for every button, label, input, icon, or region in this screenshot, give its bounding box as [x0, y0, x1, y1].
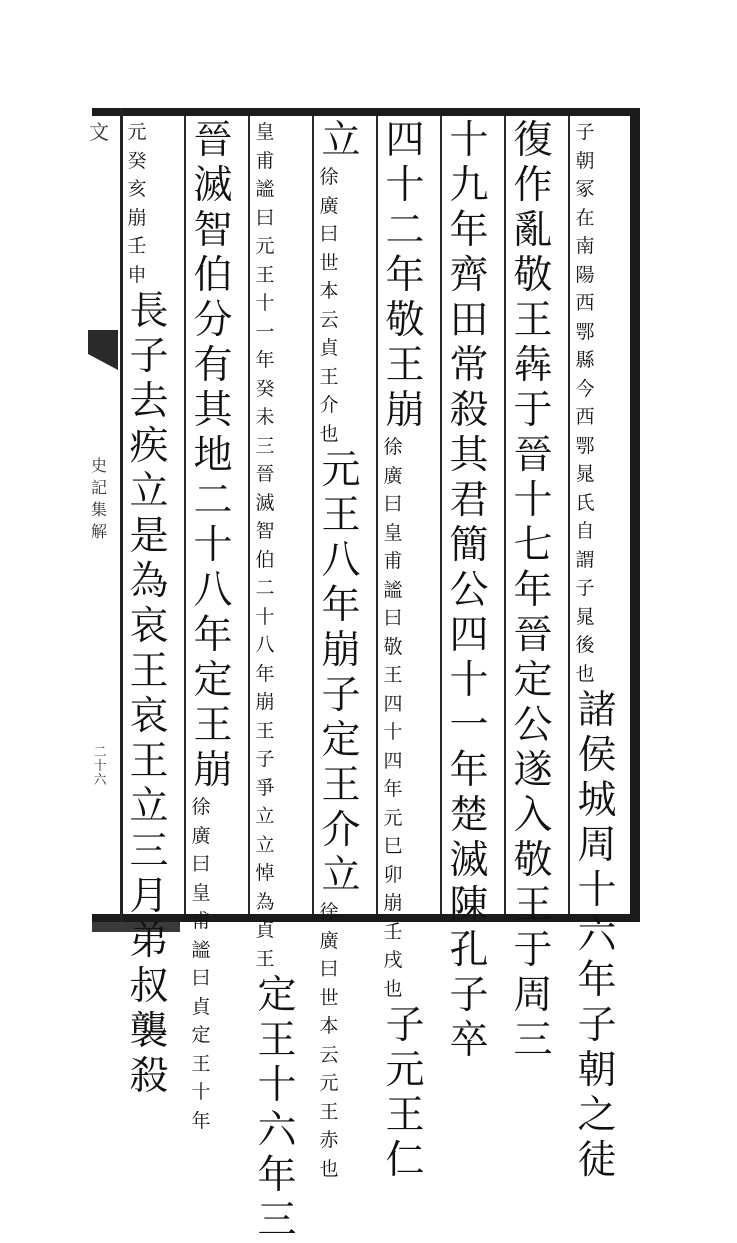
annotation-char: 廣 [319, 194, 339, 217]
annotation-char: 子 [575, 121, 595, 143]
annotation-char: 氏 [575, 491, 595, 514]
annotation-char: 元 [127, 121, 147, 143]
annotation-char: 云 [319, 308, 339, 331]
annotation-char: 未 [255, 406, 275, 428]
main-char: 年 [257, 1153, 297, 1198]
annotation-line [254, 546, 310, 974]
main-char: 十 [577, 868, 617, 913]
main-char: 三 [513, 1018, 553, 1063]
annotation-line [254, 118, 310, 546]
main-char: 子 [385, 1003, 425, 1048]
annotation-char: 冢 [575, 178, 595, 200]
annotation-char: 陽 [575, 263, 595, 286]
main-char: 亂 [513, 208, 553, 253]
text-column [126, 118, 182, 1099]
main-char: 有 [193, 343, 233, 388]
margin-page-number [86, 746, 114, 788]
main-char: 仁 [385, 1138, 425, 1183]
main-char: 一 [449, 703, 489, 748]
main-text [446, 118, 502, 1063]
main-char: 分 [193, 298, 233, 343]
annotation-char: 徐 [319, 901, 339, 923]
main-text [510, 118, 566, 1063]
main-char: 叔 [129, 964, 169, 1009]
main-char: 哀 [129, 604, 169, 649]
main-char: 簡 [449, 523, 489, 568]
annotation-line [190, 793, 246, 964]
column-rule [312, 116, 314, 914]
annotation-char: 甫 [191, 910, 211, 932]
annotation-char: 立 [255, 805, 275, 827]
annotation [254, 118, 310, 973]
main-char: 地 [193, 433, 233, 478]
main-char: 智 [193, 208, 233, 253]
annotation-char: 曰 [191, 967, 211, 989]
main-text [574, 688, 630, 1183]
main-char: 四 [449, 613, 489, 658]
annotation-char: 年 [255, 349, 275, 371]
annotation-char: 本 [319, 1015, 339, 1037]
main-char: 疾 [129, 424, 169, 469]
main-char: 八 [193, 568, 233, 613]
main-char: 復 [513, 118, 553, 163]
main-char: 是 [129, 514, 169, 559]
column-rule [568, 116, 570, 914]
annotation-char: 徐 [319, 166, 339, 188]
main-char: 十 [449, 118, 489, 163]
main-char: 立 [321, 853, 361, 898]
text-column [446, 118, 502, 1063]
main-char: 孔 [449, 928, 489, 973]
margin-book-title [88, 455, 110, 543]
annotation-char: 敬 [383, 635, 403, 658]
main-char: 之 [577, 1093, 617, 1138]
main-char: 王 [321, 763, 361, 808]
column-rule [504, 116, 506, 914]
annotation-char: 王 [255, 947, 275, 970]
annotation-line [382, 433, 438, 718]
main-char: 于 [513, 928, 553, 973]
annotation-char: 曰 [191, 853, 211, 875]
main-char: 子 [129, 334, 169, 379]
main-char: 元 [321, 448, 361, 493]
main-char: 年 [193, 613, 233, 658]
main-char: 王 [193, 703, 233, 748]
main-char: 諸 [577, 688, 617, 733]
main-char: 三 [257, 1198, 297, 1243]
annotation [574, 118, 630, 688]
main-char: 年 [321, 583, 361, 628]
annotation-char: 元 [319, 1072, 339, 1094]
main-char: 晉 [193, 118, 233, 163]
annotation [126, 118, 182, 289]
main-char: 王 [385, 343, 425, 388]
main-char: 公 [513, 703, 553, 748]
main-char: 滅 [449, 838, 489, 883]
main-char: 犇 [513, 343, 553, 388]
annotation-char: 皇 [255, 121, 275, 143]
annotation-char: 今 [575, 377, 595, 400]
annotation-char: 西 [575, 406, 595, 428]
main-char: 十 [449, 658, 489, 703]
annotation [318, 163, 374, 448]
main-char: 周 [577, 823, 617, 868]
main-char: 常 [449, 343, 489, 388]
annotation-char: 為 [255, 890, 275, 913]
main-char: 哀 [129, 694, 169, 739]
frame-top-border [92, 108, 640, 116]
annotation-char: 爭 [255, 776, 275, 799]
annotation-char: 十 [255, 605, 275, 628]
main-char: 九 [449, 163, 489, 208]
annotation-char: 貞 [255, 919, 275, 941]
main-char: 十 [257, 1063, 297, 1108]
main-char: 十 [193, 523, 233, 568]
main-text [318, 448, 374, 898]
annotation-line [190, 964, 246, 1135]
annotation [382, 433, 438, 1003]
annotation-char: 癸 [127, 149, 147, 172]
annotation-char: 介 [319, 394, 339, 416]
annotation-char: 年 [191, 1109, 211, 1132]
annotation-char: 年 [383, 778, 403, 800]
annotation-char: 一 [255, 320, 275, 343]
main-char: 王 [129, 649, 169, 694]
annotation-char: 也 [575, 662, 595, 685]
annotation-char: 二 [255, 577, 275, 599]
main-char: 王 [321, 493, 361, 538]
main-char: 王 [513, 883, 553, 928]
main-char: 三 [129, 829, 169, 874]
annotation-char: 西 [575, 292, 595, 314]
main-char: 去 [129, 379, 169, 424]
annotation-char: 子 [255, 748, 275, 770]
main-char: 定 [513, 658, 553, 703]
annotation-line [318, 1041, 374, 1184]
main-char: 君 [449, 478, 489, 523]
annotation-char: 王 [319, 1100, 339, 1123]
main-char: 定 [257, 973, 297, 1018]
main-char: 崩 [193, 748, 233, 793]
annotation-char: 晁 [575, 605, 595, 628]
annotation-char: 縣 [575, 349, 595, 371]
annotation-char: 八 [255, 634, 275, 656]
main-text [254, 973, 310, 1243]
main-char: 年 [513, 568, 553, 613]
column-rule [248, 116, 250, 914]
annotation-char: 曰 [319, 958, 339, 980]
main-char: 定 [321, 718, 361, 763]
annotation-char: 元 [383, 806, 403, 829]
annotation [190, 793, 246, 1135]
annotation-char: 智 [255, 520, 275, 542]
main-char: 年 [449, 208, 489, 253]
annotation-char: 崩 [383, 892, 403, 914]
annotation-char: 立 [255, 833, 275, 856]
annotation-char: 四 [383, 749, 403, 772]
annotation-char: 年 [255, 662, 275, 685]
annotation-line [318, 306, 374, 449]
main-text [126, 289, 182, 1099]
annotation-char: 謐 [255, 178, 275, 200]
fish-tail-mark [88, 330, 118, 370]
main-char: 二 [385, 208, 425, 253]
main-char: 立 [321, 118, 361, 163]
annotation-char: 王 [255, 719, 275, 742]
annotation-char: 亥 [127, 178, 147, 200]
annotation-char: 伯 [255, 548, 275, 571]
main-char: 十 [513, 478, 553, 523]
main-char: 晉 [513, 433, 553, 478]
main-char: 于 [513, 388, 553, 433]
main-char: 長 [129, 289, 169, 334]
annotation-char: 十 [191, 1081, 211, 1103]
main-char: 弟 [129, 919, 169, 964]
main-char: 徒 [577, 1138, 617, 1183]
main-char: 敬 [385, 298, 425, 343]
main-char: 其 [449, 433, 489, 478]
main-char: 八 [321, 538, 361, 583]
main-char: 卒 [449, 1018, 489, 1063]
annotation-char: 云 [319, 1043, 339, 1066]
annotation-char: 貞 [319, 337, 339, 359]
frame-left-border [120, 108, 123, 922]
annotation-char: 後 [575, 634, 595, 656]
annotation-char: 謂 [575, 548, 595, 571]
annotation-char: 滅 [255, 491, 275, 514]
annotation-char: 三 [255, 434, 275, 457]
annotation-line [126, 204, 182, 290]
main-char: 介 [321, 808, 361, 853]
annotation-char: 申 [127, 263, 147, 286]
main-char: 伯 [193, 253, 233, 298]
main-char: 公 [449, 568, 489, 613]
annotation-char: 晁 [575, 463, 595, 485]
annotation-char: 本 [319, 280, 339, 302]
main-char: 為 [129, 559, 169, 604]
main-char: 晉 [513, 613, 553, 658]
annotation [318, 898, 374, 1183]
text-column [190, 118, 246, 1132]
annotation-char: 壬 [127, 235, 147, 257]
main-char: 子 [577, 1003, 617, 1048]
annotation-char: 鄂 [575, 434, 595, 457]
main-char: 年 [385, 253, 425, 298]
main-char: 其 [193, 388, 233, 433]
main-char: 定 [193, 658, 233, 703]
annotation-char: 也 [319, 1157, 339, 1180]
annotation-char: 曰 [255, 206, 275, 229]
annotation-char: 鄂 [575, 320, 595, 343]
column-rule [184, 116, 186, 914]
annotation-char: 元 [255, 235, 275, 257]
main-char: 陳 [449, 883, 489, 928]
annotation-char: 戌 [383, 949, 403, 971]
annotation-char: 徐 [191, 796, 211, 818]
main-char: 齊 [449, 253, 489, 298]
annotation-char: 悼 [255, 862, 275, 884]
annotation-char: 徐 [383, 436, 403, 458]
main-char: 六 [577, 913, 617, 958]
text-column [574, 118, 630, 1183]
annotation-char: 卯 [383, 863, 403, 886]
main-char: 王 [257, 1018, 297, 1063]
margin-title-text: 史 記 集 解 [90, 456, 107, 541]
main-char: 王 [385, 1093, 425, 1138]
annotation-char: 癸 [255, 377, 275, 400]
main-char: 元 [385, 1048, 425, 1093]
annotation-char: 南 [575, 235, 595, 257]
text-column [510, 118, 566, 1063]
main-char: 王 [129, 739, 169, 784]
column-rule [440, 116, 442, 914]
annotation-char: 巳 [383, 835, 403, 857]
annotation-char: 朝 [575, 149, 595, 172]
main-char: 遂 [513, 748, 553, 793]
annotation-char: 曰 [319, 223, 339, 245]
annotation-char: 王 [383, 664, 403, 686]
annotation-char: 皇 [383, 521, 403, 544]
main-char: 二 [193, 478, 233, 523]
main-text [382, 118, 438, 433]
annotation-char: 自 [575, 520, 595, 542]
annotation-char: 十 [255, 292, 275, 314]
annotation-char: 定 [191, 1024, 211, 1046]
annotation-char: 甫 [383, 550, 403, 572]
main-text [190, 118, 246, 793]
main-char: 崩 [385, 388, 425, 433]
main-char: 殺 [129, 1054, 169, 1099]
annotation-char: 曰 [383, 493, 403, 515]
main-char: 楚 [449, 793, 489, 838]
annotation-char: 赤 [319, 1129, 339, 1151]
main-char: 子 [449, 973, 489, 1018]
annotation-char: 世 [319, 251, 339, 274]
main-char: 四 [385, 118, 425, 163]
main-char: 十 [385, 163, 425, 208]
main-char: 入 [513, 793, 553, 838]
annotation-line [126, 118, 182, 204]
annotation-char: 也 [319, 422, 339, 445]
annotation-char: 貞 [191, 995, 211, 1018]
annotation-char: 崩 [127, 206, 147, 229]
annotation-char: 皇 [191, 881, 211, 904]
annotation-char: 王 [255, 263, 275, 286]
annotation-char: 晉 [255, 463, 275, 485]
main-char: 滅 [193, 163, 233, 208]
main-char: 年 [449, 748, 489, 793]
main-char: 敬 [513, 838, 553, 883]
main-char: 作 [513, 163, 553, 208]
main-char: 朝 [577, 1048, 617, 1093]
main-char: 田 [449, 298, 489, 343]
main-char: 七 [513, 523, 553, 568]
main-text [382, 1003, 438, 1183]
annotation-line [318, 898, 374, 1041]
annotation-char: 崩 [255, 691, 275, 713]
annotation-char: 甫 [255, 149, 275, 172]
annotation-char: 壬 [383, 920, 403, 943]
page-number-text: 二 十 六 [93, 745, 107, 788]
main-char: 子 [321, 673, 361, 718]
margin-title-top: 文 [89, 120, 109, 144]
frame-right-border [630, 108, 640, 922]
annotation-char: 廣 [191, 824, 211, 847]
main-char: 殺 [449, 388, 489, 433]
main-char: 城 [577, 778, 617, 823]
annotation-char: 曰 [383, 607, 403, 629]
main-char: 年 [577, 958, 617, 1003]
annotation-char: 十 [383, 721, 403, 743]
annotation-char: 四 [383, 692, 403, 715]
annotation-line [318, 163, 374, 306]
main-char: 立 [129, 784, 169, 829]
annotation-line [382, 718, 438, 1003]
main-char: 周 [513, 973, 553, 1018]
main-char: 崩 [321, 628, 361, 673]
annotation-char: 子 [575, 577, 595, 599]
annotation-char: 廣 [319, 929, 339, 952]
text-column [254, 118, 310, 1243]
annotation-char: 廣 [383, 464, 403, 487]
annotation-char: 王 [319, 365, 339, 388]
main-char: 侯 [577, 733, 617, 778]
main-char: 月 [129, 874, 169, 919]
annotation-char: 謐 [383, 578, 403, 601]
annotation-line [574, 118, 630, 403]
text-column [318, 118, 374, 1180]
annotation-char: 也 [383, 977, 403, 1000]
annotation-char: 王 [191, 1052, 211, 1075]
main-char: 立 [129, 469, 169, 514]
text-column [382, 118, 438, 1183]
main-char: 襲 [129, 1009, 169, 1054]
annotation-char: 在 [575, 206, 595, 229]
annotation-char: 世 [319, 986, 339, 1009]
annotation-line [574, 403, 630, 688]
main-char: 王 [513, 298, 553, 343]
main-text [318, 118, 374, 163]
column-rule [376, 116, 378, 914]
annotation-char: 謐 [191, 938, 211, 961]
main-char: 敬 [513, 253, 553, 298]
main-char: 六 [257, 1108, 297, 1153]
